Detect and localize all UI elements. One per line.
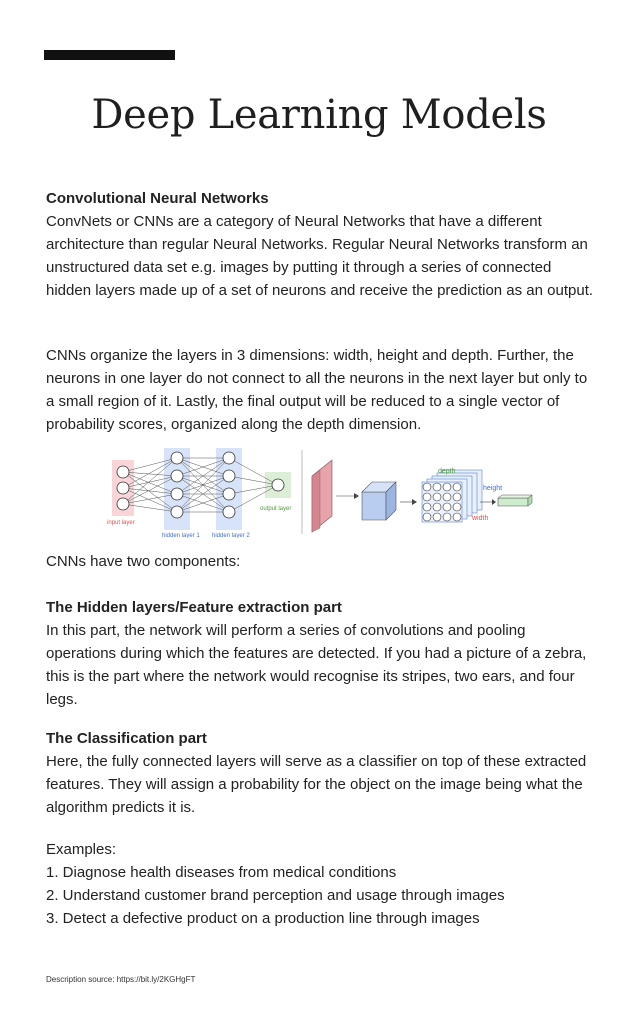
connection-lines bbox=[123, 458, 278, 512]
grid-neuron bbox=[433, 493, 441, 501]
width-label: width bbox=[472, 515, 489, 522]
neuron bbox=[171, 488, 183, 500]
cnn-paragraph-1: ConvNets or CNNs are a category of Neural Networks that have a different architecture than regular Neural Networks. Regular Neural Networks transform an unstructured data set e.g. images by putting it through a series of connected hidden layers made up of a set of neurons and receive the prediction as an output. bbox=[46, 213, 594, 299]
hidden-layer-2-label: hidden layer 2 bbox=[212, 533, 250, 538]
cnn-architecture-figure bbox=[100, 446, 540, 538]
grid-neuron bbox=[443, 513, 451, 521]
examples-heading: Examples: bbox=[46, 841, 117, 858]
example-item: 3. Detect a defective product on a production line through images bbox=[46, 910, 480, 927]
output-layer-label: output layer bbox=[260, 506, 292, 512]
neural-network-diagram bbox=[107, 448, 291, 538]
grid-neuron bbox=[453, 493, 461, 501]
hidden-layers-text: In this part, the network will perform a series of convolutions and pooling operations during which the features are detected. If you had a picture of a zebra, this is the part where the network would recognise its stripes, two ears, and four legs. bbox=[46, 622, 587, 708]
grid-neuron bbox=[423, 513, 431, 521]
classification-heading: The Classification part bbox=[46, 730, 207, 747]
hidden-layer-1-label: hidden layer 1 bbox=[162, 533, 200, 538]
cnn-paragraph-2-block bbox=[46, 344, 598, 436]
grid-neuron bbox=[423, 503, 431, 511]
arrow-2-head bbox=[412, 499, 417, 505]
components-intro-block bbox=[46, 550, 598, 573]
depth-label: depth bbox=[438, 468, 456, 475]
arrow-3-head bbox=[492, 499, 496, 505]
grid-neuron bbox=[423, 483, 431, 491]
output-vector-front bbox=[498, 498, 528, 506]
neuron bbox=[117, 466, 129, 478]
neuron bbox=[223, 452, 235, 464]
decorative-top-bar bbox=[44, 50, 175, 60]
cnn-heading: Convolutional Neural Networks bbox=[46, 190, 269, 207]
source-footer: Description source: https://bit.ly/2KGHgFT bbox=[46, 975, 196, 984]
output-vector-top bbox=[498, 495, 532, 498]
neuron bbox=[117, 482, 129, 494]
grid-neuron bbox=[453, 483, 461, 491]
input-layer-label: input layer bbox=[107, 520, 135, 526]
input-volume-side bbox=[312, 470, 320, 532]
neuron bbox=[223, 488, 235, 500]
page-title: Deep Learning Models bbox=[91, 92, 547, 138]
grid-neuron bbox=[453, 503, 461, 511]
cnn-volume-diagram bbox=[312, 460, 532, 532]
grid-neuron bbox=[443, 483, 451, 491]
grid-neuron bbox=[433, 483, 441, 491]
arrow-1-head bbox=[354, 493, 359, 499]
examples-section bbox=[46, 838, 598, 930]
hidden-layers-heading: The Hidden layers/Feature extraction part bbox=[46, 599, 342, 616]
grid-neuron bbox=[433, 503, 441, 511]
neuron bbox=[171, 506, 183, 518]
grid-neuron bbox=[423, 493, 431, 501]
neuron bbox=[117, 498, 129, 510]
conv-volume-front bbox=[362, 492, 386, 520]
neurons bbox=[117, 452, 284, 518]
grid-neuron bbox=[443, 503, 451, 511]
neuron bbox=[171, 452, 183, 464]
components-intro: CNNs have two components: bbox=[46, 553, 241, 570]
grid-neuron bbox=[443, 493, 451, 501]
height-label: height bbox=[483, 485, 503, 492]
neuron bbox=[171, 470, 183, 482]
hidden-layers-section bbox=[46, 596, 598, 711]
neuron bbox=[223, 470, 235, 482]
neuron bbox=[272, 479, 284, 491]
classification-text: Here, the fully connected layers will serve as a classifier on top of these extracted features. They will assign a probability for the object on the image being what the algorithm predicts it is. bbox=[46, 753, 587, 816]
example-item: 2. Understand customer brand perception and usage through images bbox=[46, 887, 505, 904]
grid-neuron bbox=[453, 513, 461, 521]
cnn-section bbox=[46, 187, 598, 302]
neuron bbox=[223, 506, 235, 518]
grid-neuron bbox=[433, 513, 441, 521]
cnn-paragraph-2: CNNs organize the layers in 3 dimensions: width, height and depth. Further, the neurons in one layer do not connect to all the neurons in the next layer but only to a small region of it. Lastly, the final output will be reduced to a single vector of probability scores, organized along the depth dimension. bbox=[46, 347, 588, 433]
classification-section bbox=[46, 727, 598, 819]
example-item: 1. Diagnose health diseases from medical conditions bbox=[46, 864, 397, 881]
